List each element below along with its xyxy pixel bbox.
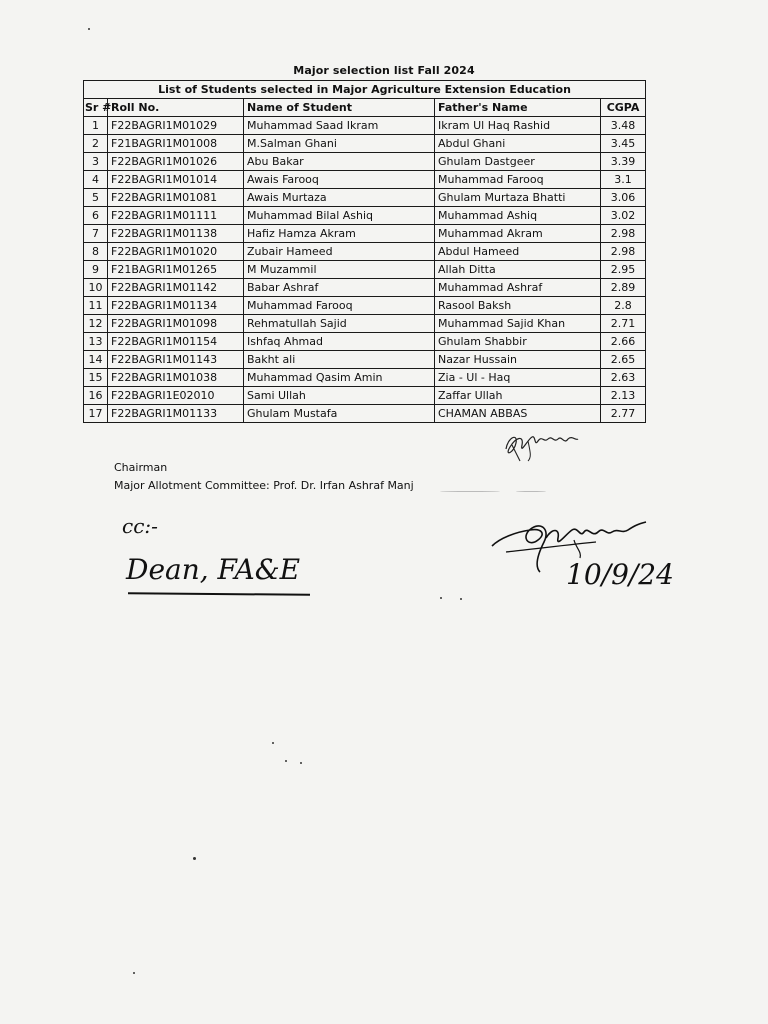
cell-sr: 16 <box>84 387 108 405</box>
cell-cgpa: 3.1 <box>601 171 646 189</box>
cell-roll-no: F22BAGRI1M01138 <box>108 225 244 243</box>
cell-student-name: Babar Ashraf <box>244 279 435 297</box>
cell-sr: 11 <box>84 297 108 315</box>
cell-cgpa: 2.13 <box>601 387 646 405</box>
cell-roll-no: F22BAGRI1M01098 <box>108 315 244 333</box>
cell-father-name: Abdul Hameed <box>435 243 601 261</box>
cell-roll-no: F22BAGRI1M01142 <box>108 279 244 297</box>
cell-cgpa: 2.95 <box>601 261 646 279</box>
scan-speck <box>285 760 287 762</box>
bleed-mark <box>516 491 546 492</box>
table-row <box>84 261 646 279</box>
cell-cgpa: 3.48 <box>601 117 646 135</box>
table-row <box>84 387 646 405</box>
cell-father-name: Ghulam Dastgeer <box>435 153 601 171</box>
cell-student-name: Hafiz Hamza Akram <box>244 225 435 243</box>
cell-cgpa: 2.77 <box>601 405 646 423</box>
cell-sr: 17 <box>84 405 108 423</box>
cell-sr: 9 <box>84 261 108 279</box>
header-roll-no: Roll No. <box>108 99 244 117</box>
handwritten-dean: Dean, FA&E <box>126 553 301 586</box>
table-row <box>84 333 646 351</box>
table-row <box>84 315 646 333</box>
cell-father-name: Muhammad Akram <box>435 225 601 243</box>
table-row <box>84 369 646 387</box>
cell-sr: 10 <box>84 279 108 297</box>
cell-roll-no: F22BAGRI1M01081 <box>108 189 244 207</box>
cell-student-name: Muhammad Qasim Amin <box>244 369 435 387</box>
cell-roll-no: F22BAGRI1M01111 <box>108 207 244 225</box>
table-row <box>84 135 646 153</box>
table-subtitle-row <box>84 81 646 99</box>
chairman-block <box>114 459 414 495</box>
signature-small-image <box>498 427 584 463</box>
cell-roll-no: F22BAGRI1M01143 <box>108 351 244 369</box>
cell-roll-no: F22BAGRI1M01029 <box>108 117 244 135</box>
cell-father-name: Muhammad Sajid Khan <box>435 315 601 333</box>
bleed-mark <box>440 491 500 492</box>
cell-student-name: M.Salman Ghani <box>244 135 435 153</box>
cell-student-name: Abu Bakar <box>244 153 435 171</box>
scan-speck <box>88 28 90 30</box>
cell-student-name: Muhammad Bilal Ashiq <box>244 207 435 225</box>
cell-sr: 1 <box>84 117 108 135</box>
handwritten-date: 10/9/24 <box>566 558 674 591</box>
students-table <box>83 80 646 423</box>
cell-sr: 2 <box>84 135 108 153</box>
cell-sr: 6 <box>84 207 108 225</box>
table-row <box>84 243 646 261</box>
scan-speck <box>272 742 274 744</box>
cell-father-name: Nazar Hussain <box>435 351 601 369</box>
table-row <box>84 207 646 225</box>
cell-father-name: Ghulam Murtaza Bhatti <box>435 189 601 207</box>
table-row <box>84 189 646 207</box>
cell-sr: 14 <box>84 351 108 369</box>
cell-student-name: Bakht ali <box>244 351 435 369</box>
handwritten-underline <box>128 592 310 596</box>
header-cgpa: CGPA <box>601 99 646 117</box>
cell-cgpa: 2.71 <box>601 315 646 333</box>
cell-roll-no: F22BAGRI1M01026 <box>108 153 244 171</box>
table-header-row <box>84 99 646 117</box>
cell-student-name: Zubair Hameed <box>244 243 435 261</box>
table-row <box>84 153 646 171</box>
cell-father-name: Allah Ditta <box>435 261 601 279</box>
cell-father-name: Zia - Ul - Haq <box>435 369 601 387</box>
cell-cgpa: 3.02 <box>601 207 646 225</box>
cell-student-name: Ishfaq Ahmad <box>244 333 435 351</box>
cell-roll-no: F22BAGRI1M01154 <box>108 333 244 351</box>
committee-line: Major Allotment Committee: Prof. Dr. Irfan Ashraf Manj <box>114 479 414 492</box>
cell-cgpa: 2.98 <box>601 225 646 243</box>
cell-cgpa: 2.66 <box>601 333 646 351</box>
document-title: Major selection list Fall 2024 <box>293 64 475 77</box>
header-sr: Sr # <box>84 99 108 117</box>
cell-father-name: Abdul Ghani <box>435 135 601 153</box>
cell-sr: 5 <box>84 189 108 207</box>
header-student-name: Name of Student <box>244 99 435 117</box>
table-subtitle: List of Students selected in Major Agriculture Extension Education <box>84 81 646 99</box>
cell-father-name: Muhammad Farooq <box>435 171 601 189</box>
cell-student-name: Awais Murtaza <box>244 189 435 207</box>
cell-roll-no: F21BAGRI1M01265 <box>108 261 244 279</box>
cell-roll-no: F22BAGRI1M01134 <box>108 297 244 315</box>
table-row <box>84 279 646 297</box>
cell-sr: 15 <box>84 369 108 387</box>
scan-speck <box>193 857 196 860</box>
cell-sr: 4 <box>84 171 108 189</box>
scan-speck <box>133 972 135 974</box>
cell-sr: 8 <box>84 243 108 261</box>
table-row <box>84 405 646 423</box>
cell-student-name: Sami Ullah <box>244 387 435 405</box>
cell-cgpa: 2.89 <box>601 279 646 297</box>
cell-student-name: Ghulam Mustafa <box>244 405 435 423</box>
cell-sr: 12 <box>84 315 108 333</box>
cell-student-name: Rehmatullah Sajid <box>244 315 435 333</box>
cell-roll-no: F22BAGRI1E02010 <box>108 387 244 405</box>
cell-cgpa: 2.63 <box>601 369 646 387</box>
scan-speck <box>460 598 462 600</box>
cell-sr: 7 <box>84 225 108 243</box>
cell-father-name: CHAMAN ABBAS <box>435 405 601 423</box>
scan-speck <box>300 762 302 764</box>
header-father-name: Father's Name <box>435 99 601 117</box>
cell-father-name: Ikram Ul Haq Rashid <box>435 117 601 135</box>
cell-sr: 3 <box>84 153 108 171</box>
cell-cgpa: 3.45 <box>601 135 646 153</box>
table-row <box>84 351 646 369</box>
table-body <box>84 117 646 423</box>
cell-roll-no: F22BAGRI1M01014 <box>108 171 244 189</box>
cell-cgpa: 2.98 <box>601 243 646 261</box>
cell-student-name: Muhammad Farooq <box>244 297 435 315</box>
cell-student-name: Awais Farooq <box>244 171 435 189</box>
cell-roll-no: F22BAGRI1M01038 <box>108 369 244 387</box>
cell-father-name: Muhammad Ashiq <box>435 207 601 225</box>
cell-cgpa: 3.06 <box>601 189 646 207</box>
cell-cgpa: 2.8 <box>601 297 646 315</box>
cell-cgpa: 2.65 <box>601 351 646 369</box>
cell-father-name: Muhammad Ashraf <box>435 279 601 297</box>
table-row <box>84 117 646 135</box>
chairman-label: Chairman <box>114 461 168 474</box>
handwritten-cc: cc:- <box>122 514 158 538</box>
cell-roll-no: F22BAGRI1M01133 <box>108 405 244 423</box>
cell-father-name: Ghulam Shabbir <box>435 333 601 351</box>
cell-student-name: M Muzammil <box>244 261 435 279</box>
scan-speck <box>440 597 442 599</box>
cell-father-name: Rasool Baksh <box>435 297 601 315</box>
cell-sr: 13 <box>84 333 108 351</box>
cell-student-name: Muhammad Saad Ikram <box>244 117 435 135</box>
table-row <box>84 171 646 189</box>
cell-roll-no: F22BAGRI1M01020 <box>108 243 244 261</box>
cell-roll-no: F21BAGRI1M01008 <box>108 135 244 153</box>
cell-father-name: Zaffar Ullah <box>435 387 601 405</box>
table-row <box>84 225 646 243</box>
table-row <box>84 297 646 315</box>
cell-cgpa: 3.39 <box>601 153 646 171</box>
